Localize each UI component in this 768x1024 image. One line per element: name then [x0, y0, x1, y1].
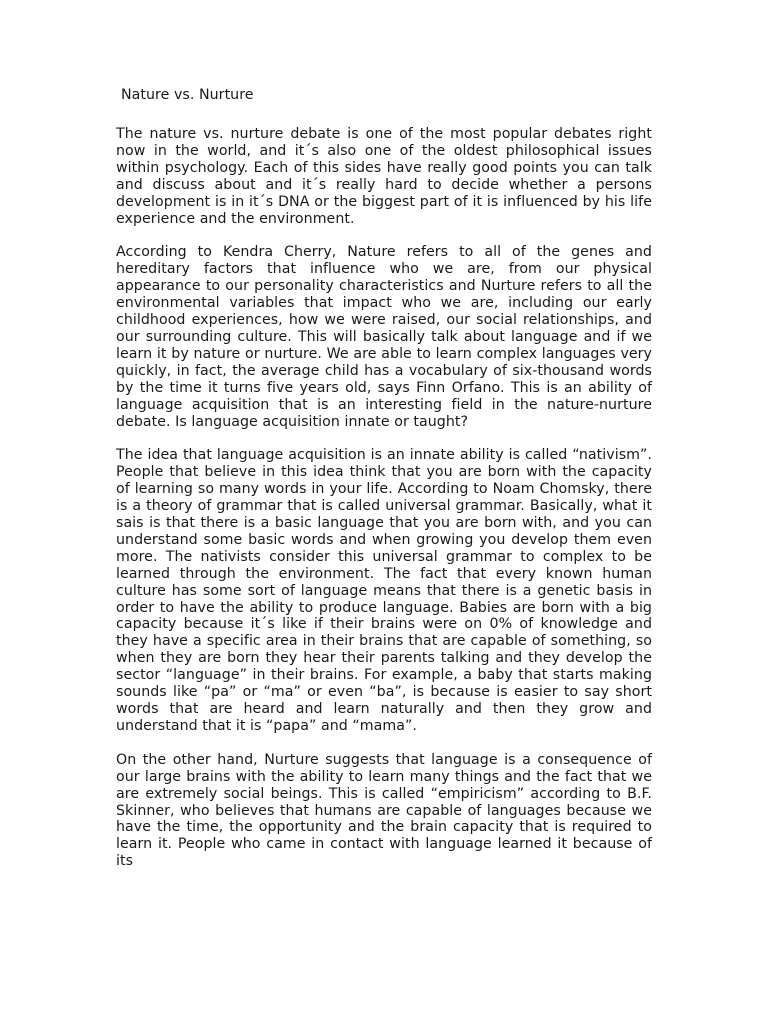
paragraph-empiricism: On the other hand, Nurture suggests that language is a consequence of our large brains with the ability to learn many things and the fact that we are extremely social beings. This is called “empiricism” according to B.F. Skinner, who believes that humans are capable of languages because we have the time, the opportunity and the brain capacity that is required to learn it. People who came in contact with language learned it because of its — [116, 751, 652, 870]
document-body — [116, 86, 652, 887]
paragraph-definitions: According to Kendra Cherry, Nature refers to all of the genes and hereditary factors that influence who we are, from our physical appearance to our personality characteristics and Nurture refers to all the environmental variables that impact who we are, including our early childhood experiences, how we were raised, our social relationships, and our surrounding culture. This will basically talk about language and if we learn it by nature or nurture. We are able to learn complex languages very quickly, in fact, the average child has a vocabulary of six-thousand words by the time it turns five years old, says Finn Orfano. This is an ability of language acquisition that is an interesting field in the nature-nurture debate. Is language acquisition innate or taught? — [116, 244, 652, 430]
document-title: Nature vs. Nurture — [121, 87, 254, 103]
paragraph-nativism: The idea that language acquisition is an innate ability is called “nativism”. People that believe in this idea think that you are born with the capacity of learning so many words in your life. According to Noam Chomsky, there is a theory of grammar that is called universal grammar. Basically, what it sais is that there is a basic language that you are born with, and you can understand some basic words and when growing you develop them even more. The nativists consider this universal grammar to complex to be learned through the environment. The fact that every known human culture has some sort of language means that there is a genetic basis in order to have the ability to produce language. Babies are born with a big capacity because it´s like if their brains were on 0% of knowledge and they have a specific area in their brains that are capable of something, so when they are born they hear their parents talking and they develop the sector “language” in their brains. For example, a baby that starts making sounds like “pa” or “ma” or even “ba”, is because is easier to say short words that are heard and learn naturally and then they grow and understand that it is “papa” and “mama”. — [116, 447, 652, 734]
paragraph-introduction: The nature vs. nurture debate is one of the most popular debates right now in the world, and it´s also one of the oldest philosophical issues within psychology. Each of this sides have really good points you can talk and discuss about and it´s really hard to decide whether a persons development is in it´s DNA or the biggest part of it is influenced by his life experience and the environment. — [116, 126, 652, 227]
